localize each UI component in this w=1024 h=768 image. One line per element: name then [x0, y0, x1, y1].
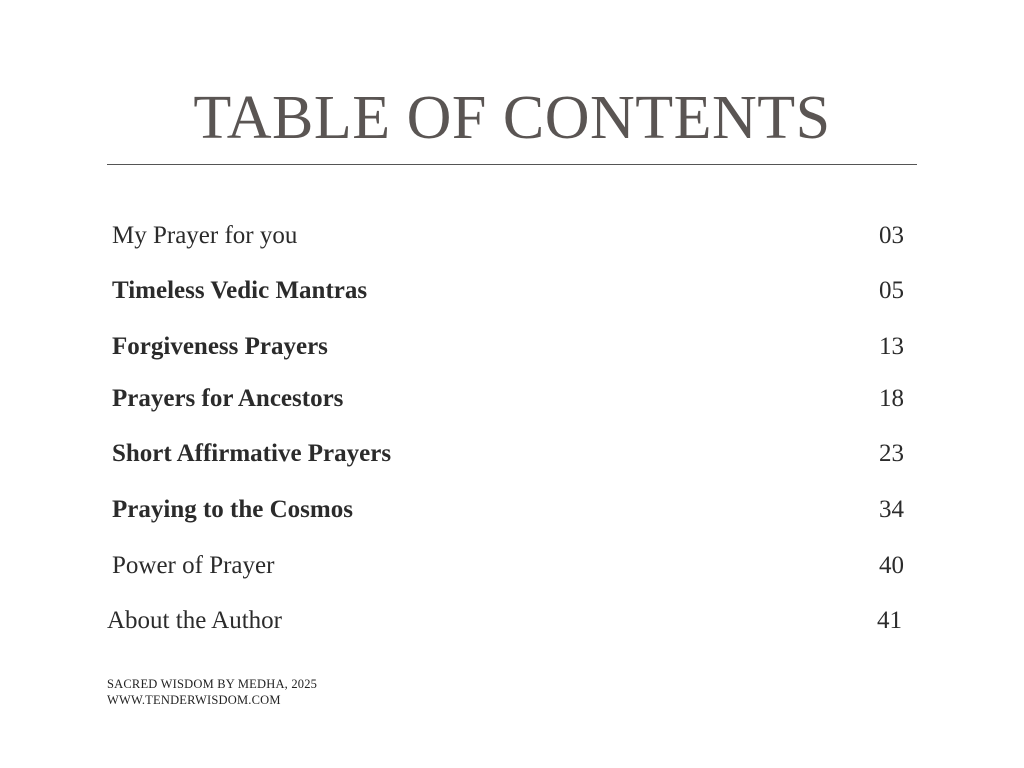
toc-entry-page: 34 [879, 496, 904, 523]
toc-entry-page: 41 [877, 607, 902, 634]
page-title: TABLE OF CONTENTS [193, 84, 831, 152]
toc-entry-short-affirmative-prayers[interactable] [112, 437, 904, 471]
toc-entry-label: Timeless Vedic Mantras [112, 277, 368, 304]
footer [107, 676, 317, 708]
toc-entry-page: 03 [879, 222, 904, 249]
toc-entry-page: 05 [879, 277, 904, 304]
toc-entry-my-prayer[interactable] [112, 219, 904, 253]
toc-entry-page: 18 [879, 385, 904, 412]
footer-website: WWW.TENDERWISDOM.COM [107, 693, 281, 707]
toc-entry-label: Praying to the Cosmos [112, 496, 353, 523]
toc-entry-praying-to-cosmos[interactable] [112, 493, 904, 527]
toc-entry-power-of-prayer[interactable] [112, 549, 904, 583]
toc-entry-label: Forgiveness Prayers [112, 333, 328, 360]
toc-entry-about-author[interactable] [107, 604, 902, 638]
title-divider [107, 164, 917, 165]
toc-entry-page: 13 [879, 333, 904, 360]
toc-entry-label: My Prayer for you [112, 222, 298, 249]
toc-entry-vedic-mantras[interactable] [112, 274, 904, 308]
toc-entry-page: 23 [879, 440, 904, 467]
toc-entry-label: Short Affirmative Prayers [112, 440, 392, 467]
toc-entry-page: 40 [879, 552, 904, 579]
toc-entry-label: Prayers for Ancestors [112, 385, 344, 412]
toc-entry-prayers-for-ancestors[interactable] [112, 382, 904, 416]
toc-entry-forgiveness-prayers[interactable] [112, 330, 904, 364]
toc-entry-label: About the Author [107, 607, 282, 634]
toc-entry-label: Power of Prayer [112, 552, 275, 579]
footer-copyright: SACRED WISDOM BY MEDHA, 2025 [107, 677, 318, 691]
